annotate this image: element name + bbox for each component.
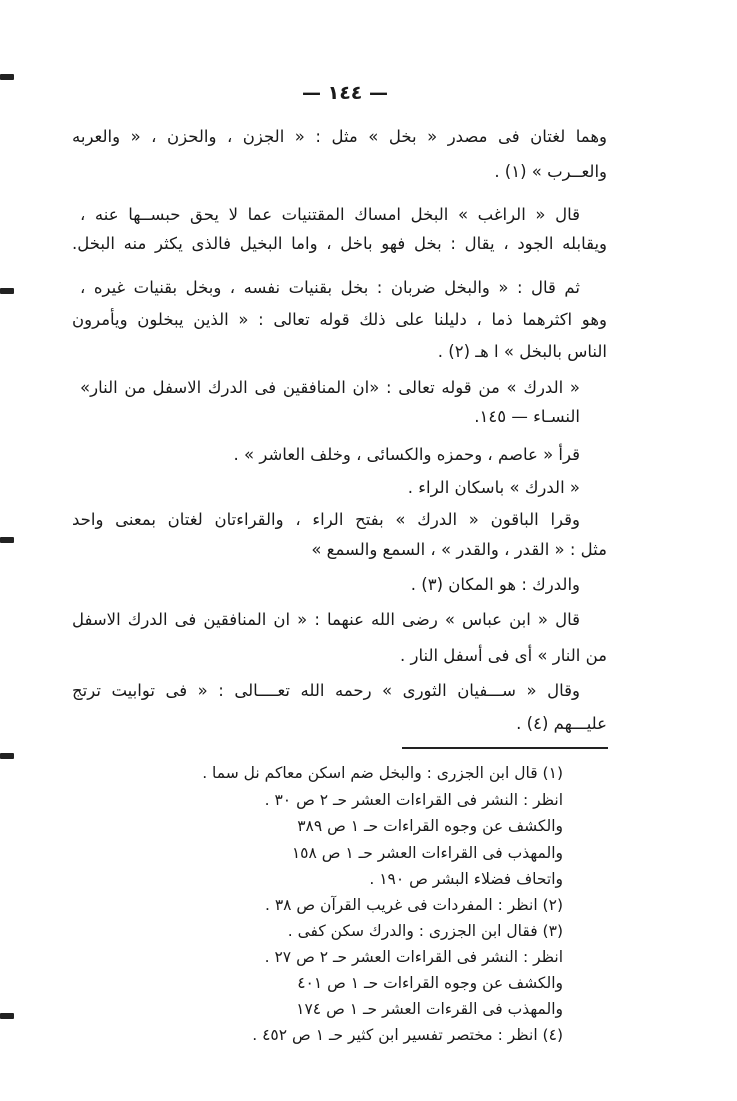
margin-mark bbox=[0, 74, 14, 80]
footnote-line: (٢) انظر : المفردات فى غريب القرآن ص ٣٨ . bbox=[264, 896, 563, 914]
body-line: من النار » أى فى أسفل النار . bbox=[399, 646, 607, 665]
footnote-line: والكشف عن وجوه القراءات حـ ١ ص ٤٠١ bbox=[297, 974, 563, 992]
body-line: قال « ابن عباس » رضى الله عنهما : « ان المنافقين فى الدرك الاسفل bbox=[72, 610, 580, 629]
footnote-line: انظر : النشر فى القراءات العشر حـ ٢ ص ٢٧ . bbox=[264, 948, 563, 966]
body-line: مثل : « القدر ، والقدر » ، السمع والسمع » bbox=[311, 540, 607, 559]
margin-mark bbox=[0, 288, 14, 294]
body-line: ويقابله الجود ، يقال : بخل فهو باخل ، واما البخيل فالذى يكثر منه البخل. bbox=[72, 234, 607, 253]
footnote-line: انظر : النشر فى القراءات العشر حـ ٢ ص ٣٠ . bbox=[264, 791, 563, 809]
body-line: عليـــهم (٤) . bbox=[516, 714, 607, 733]
body-line: ثم قال : « والبخل ضربان : بخل بقنيات نفسه ، وبخل بقنيات غيره ، bbox=[80, 278, 580, 297]
body-line: وهما لغتان فى مصدر « بخل » مثل : « الجزن ، والحزن ، « والعربه bbox=[72, 127, 607, 146]
body-line: وقال « ســـفيان الثورى » رحمه الله تعــــالى : « فى توابيت ترتج bbox=[72, 681, 580, 700]
body-line: « الدرك » من قوله تعالى : «ان المنافقين فى الدرك الاسفل من النار» bbox=[80, 378, 580, 397]
body-line: والعــرب » (١) . bbox=[494, 162, 607, 181]
footnote-line: (١) قال ابن الجزرى : والبخل ضم اسكن معاكم نل سما . bbox=[202, 764, 563, 782]
body-line: والدرك : هو المكان (٣) . bbox=[410, 575, 580, 594]
footnote-line: واتحاف فضلاء البشر ص ١٩٠ . bbox=[369, 870, 563, 888]
body-line: قال « الراغب » البخل امساك المقتنيات عما لا يحق حبســها عنه ، bbox=[80, 205, 580, 224]
margin-mark bbox=[0, 1013, 14, 1019]
body-line: وقرا الباقون « الدرك » بفتح الراء ، والقراءتان لغتان بمعنى واحد bbox=[72, 510, 580, 529]
footnote-line: والمهذب فى القراءات العشر حـ ١ ص ١٥٨ bbox=[291, 844, 563, 862]
margin-mark bbox=[0, 537, 14, 543]
footnote-line: (٤) انظر : مختصر تفسير ابن كثير حـ ١ ص ٤٥٢ . bbox=[252, 1026, 563, 1044]
margin-mark bbox=[0, 753, 14, 759]
body-line: « الدرك » باسكان الراء . bbox=[407, 478, 580, 497]
body-line: قرأ « عاصم ، وحمزه والكسائى ، وخلف العاشر » . bbox=[233, 445, 580, 464]
footnote-line: والمهذب فى القرءات العشر حـ ١ ص ١٧٤ bbox=[296, 1000, 563, 1018]
page-number: — ١٤٤ — bbox=[301, 82, 389, 104]
footnote-divider bbox=[402, 747, 608, 749]
body-line: الناس بالبخل » ا هـ (٢) . bbox=[437, 342, 607, 361]
footnote-line: والكشف عن وجوه القراءات حـ ١ ص ٣٨٩ bbox=[297, 817, 563, 835]
footnote-line: (٣) فقال ابن الجزرى : والدرك سكن كفى . bbox=[287, 922, 563, 940]
body-line: النسـاء — ١٤٥. bbox=[474, 407, 580, 426]
body-line: وهو اكثرهما ذما ، دليلنا على ذلك قوله تعالى : « الذين يبخلون ويأمرون bbox=[72, 310, 607, 329]
